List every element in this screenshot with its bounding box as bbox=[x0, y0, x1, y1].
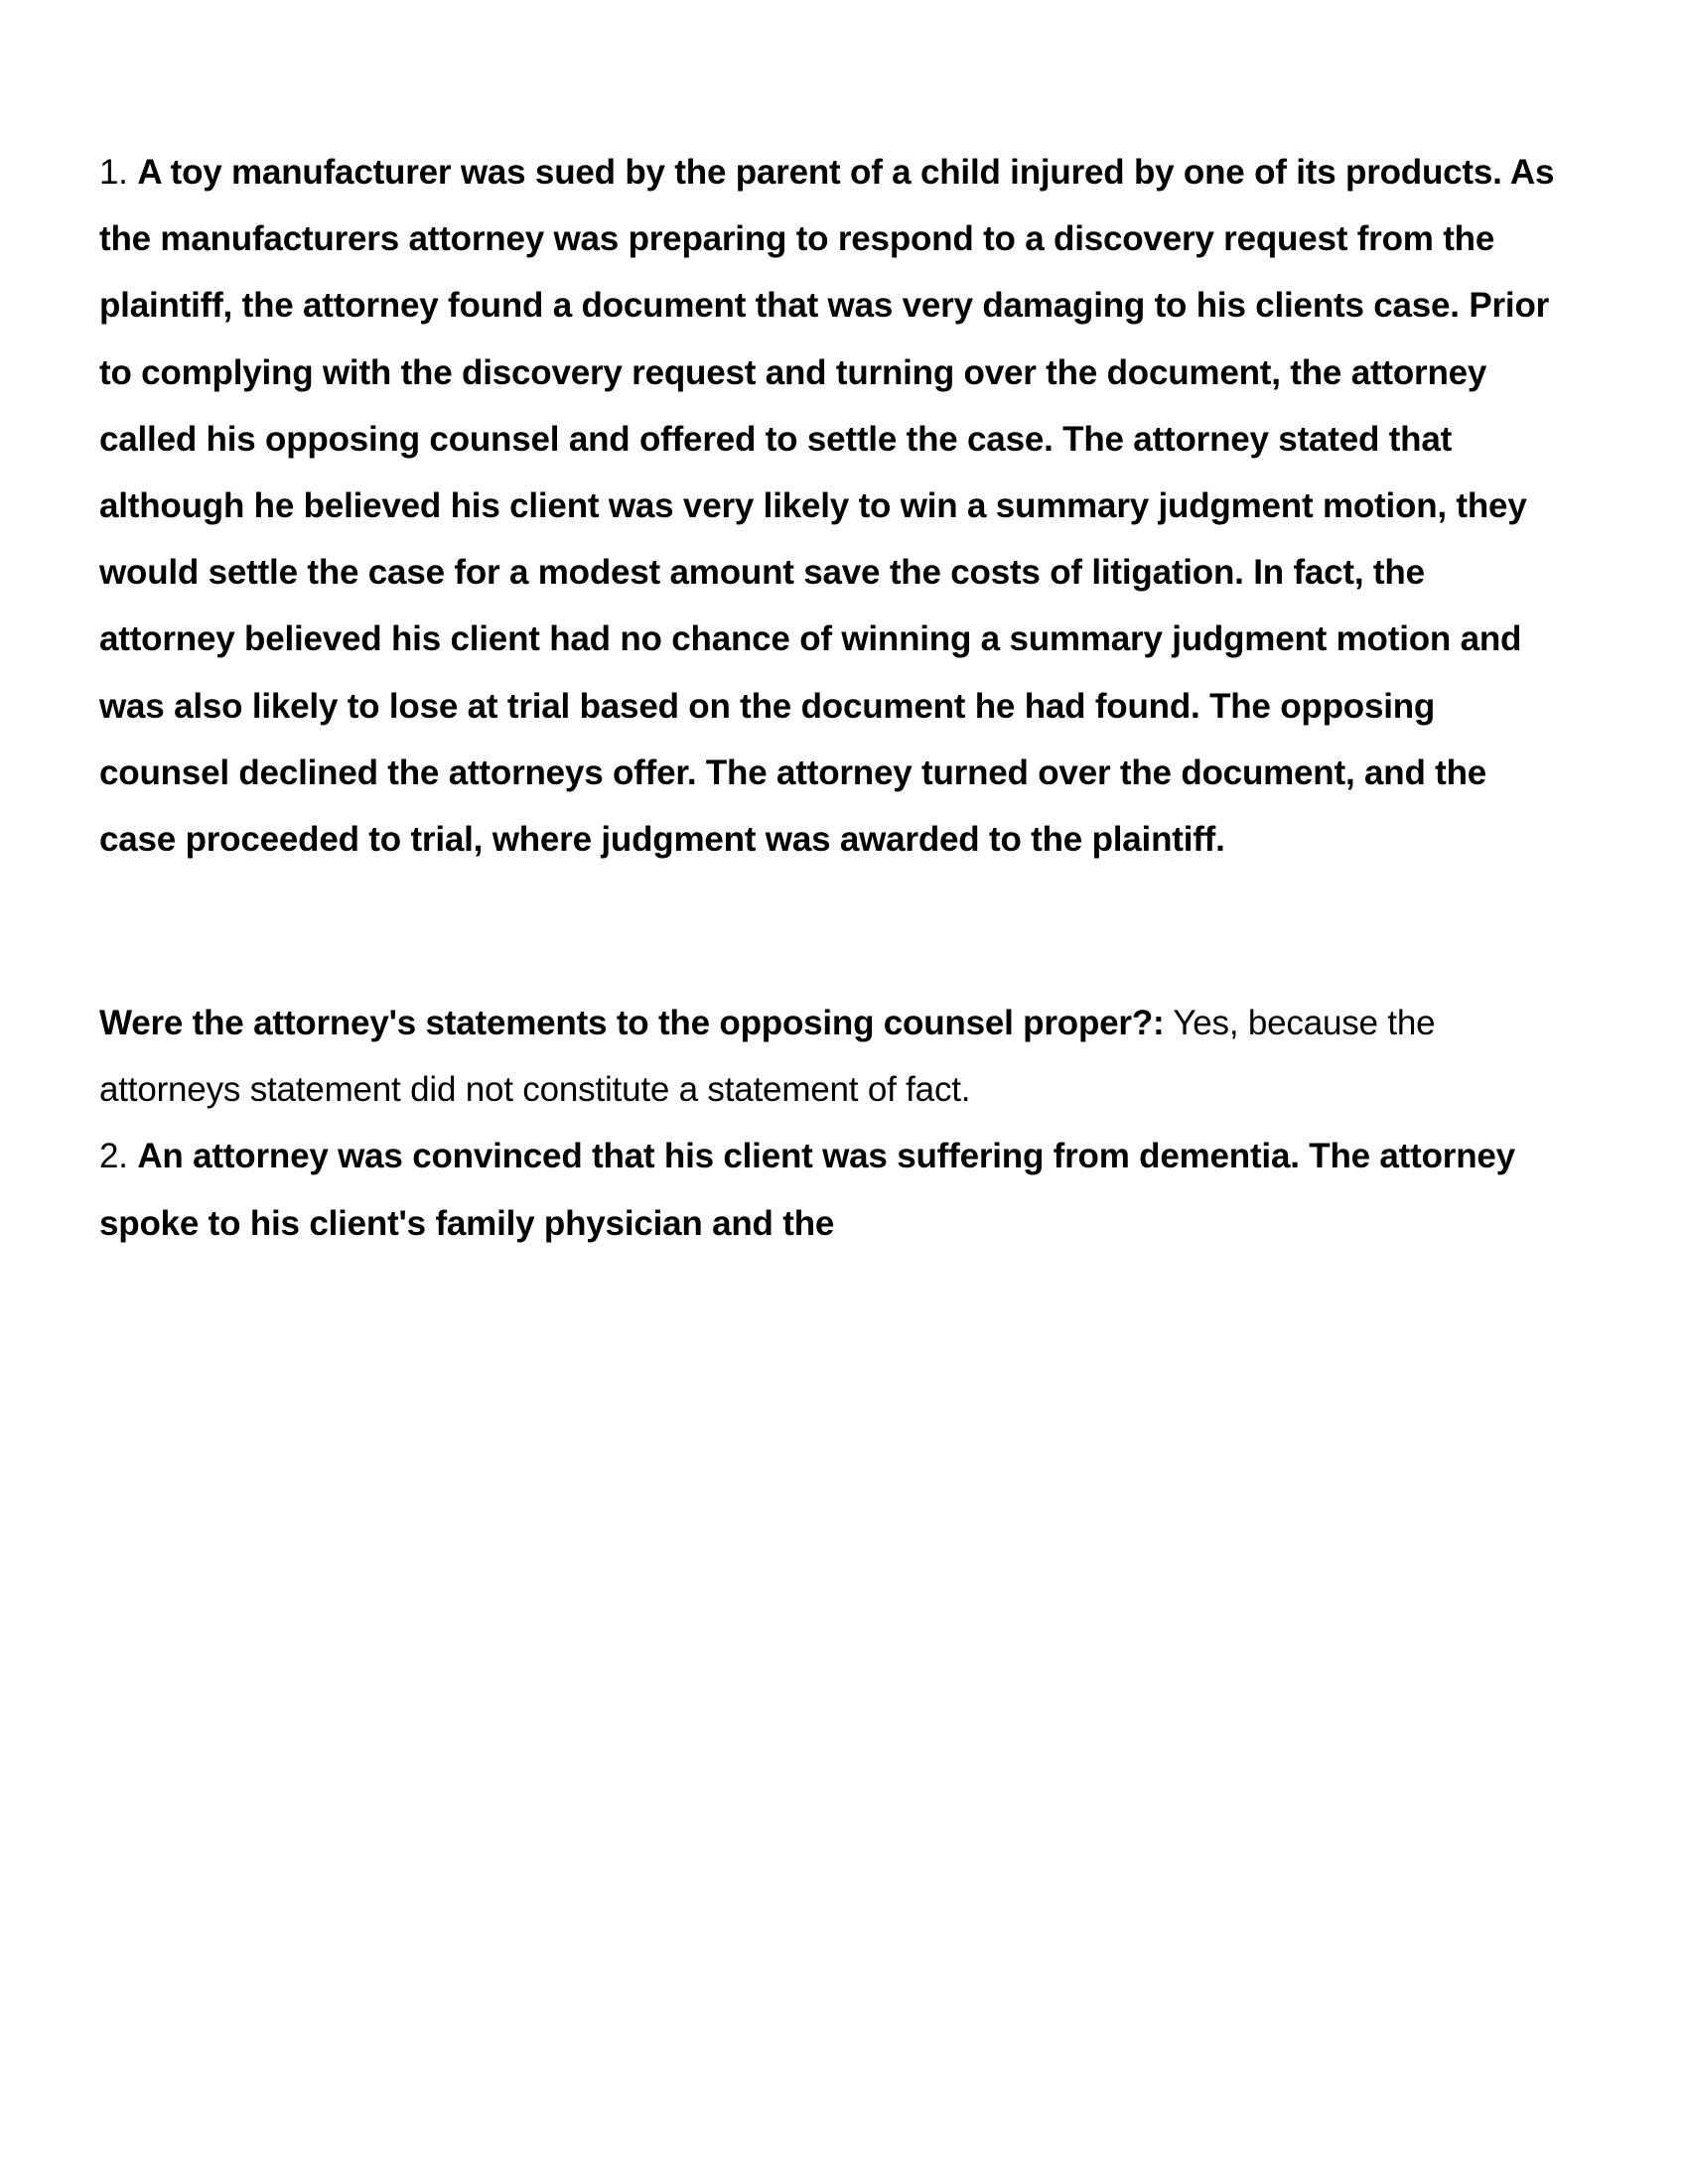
question-2-paragraph bbox=[99, 1123, 1559, 1256]
question-1-prompt: Were the attorney's statements to the opposing counsel proper?: bbox=[99, 1004, 1165, 1043]
question-1-number: 1. bbox=[99, 153, 128, 192]
question-1-answer-block bbox=[99, 990, 1559, 1123]
question-1-stem: A toy manufacturer was sued by the parent of a child injured by one of its products. As the manufacturers attorney was preparing to respond to a discovery request from the plaintiff, the attorney found a document that was very damaging to his clients case. Prior to complying with the discovery request and turning over the document, the attorney called his opposing counsel and offered to settle the case. The attorney stated that although he believed his client was very likely to win a summary judgment motion, they would settle the case for a modest amount save the costs of litigation. In fact, the attorney believed his client had no chance of winning a summary judgment motion and was also likely to lose at trial based on the document he had found. The opposing counsel declined the attorneys offer. The attorney turned over the document, and the case proceeded to trial, where judgment was awarded to the plaintiff. bbox=[99, 153, 1555, 859]
question-1-answer: Yes, because the attorneys statement did not constitute a statement of fact. bbox=[99, 1004, 1436, 1110]
question-2-number: 2. bbox=[99, 1137, 128, 1176]
question-1-paragraph bbox=[99, 139, 1559, 873]
paragraph-spacer bbox=[99, 873, 1559, 990]
question-2-stem: An attorney was convinced that his client was suffering from dementia. The attorney spoke to his client's family physician and the bbox=[99, 1137, 1515, 1243]
